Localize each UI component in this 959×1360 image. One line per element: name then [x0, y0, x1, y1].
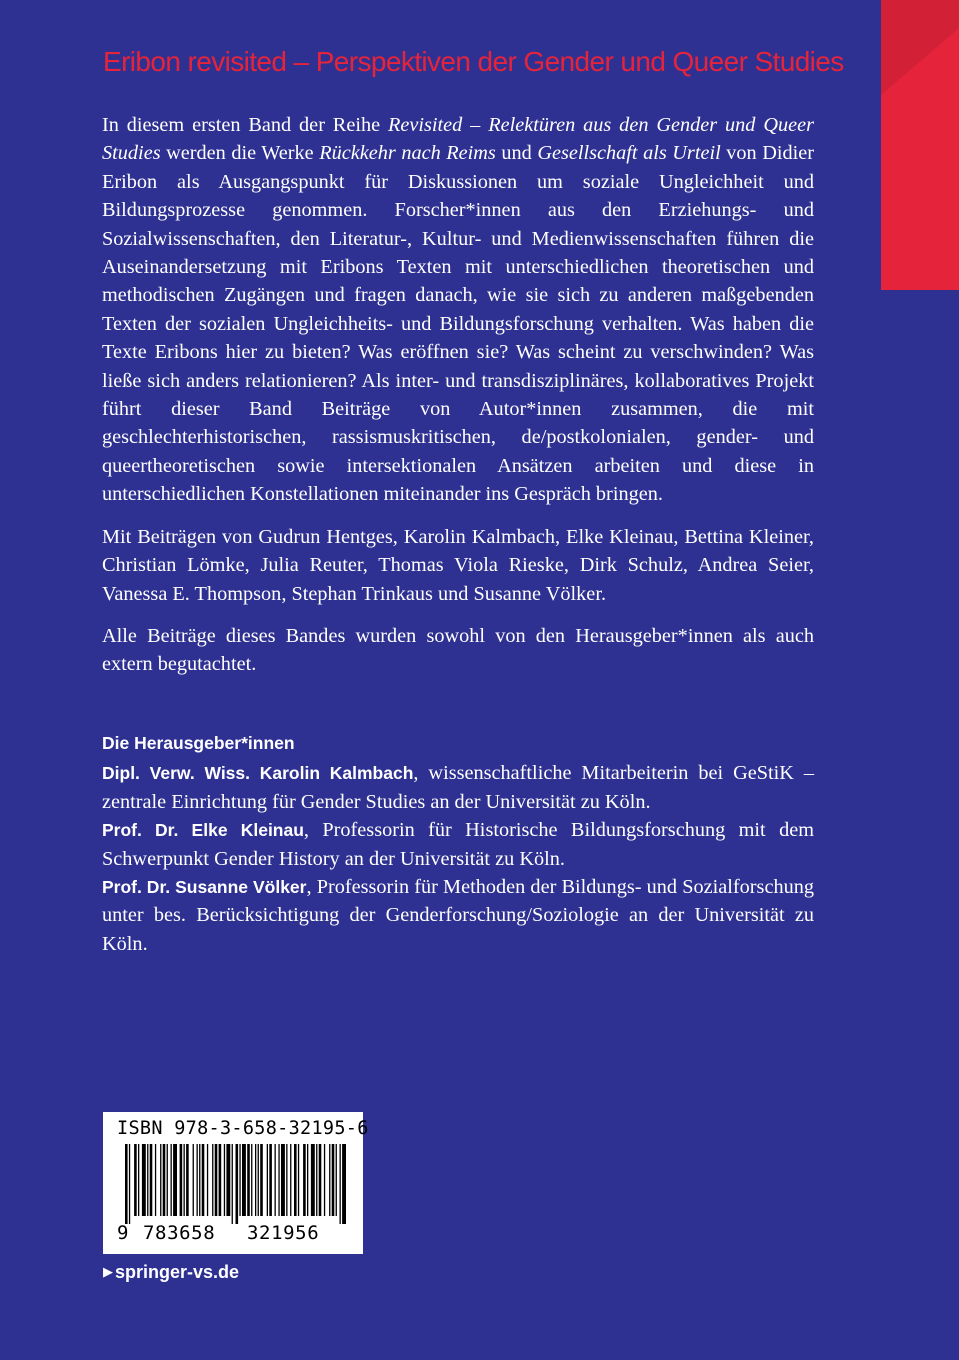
barcode-bar — [239, 1144, 240, 1216]
barcode-bar — [236, 1144, 239, 1224]
barcode-bar — [202, 1144, 205, 1216]
text-run: In diesem ersten Band der Reihe — [102, 114, 388, 136]
barcode-bar — [251, 1144, 252, 1216]
work-title: Gesellschaft als Urteil — [537, 142, 721, 165]
barcode-bar — [255, 1144, 256, 1216]
barcode-bar — [294, 1144, 297, 1216]
barcode-bar — [247, 1144, 250, 1216]
review-note-paragraph: Alle Beiträge dieses Bandes wurden sowohl von den Herausgeber*innen als auch extern begutachtet. — [102, 624, 814, 676]
barcode-bar — [147, 1144, 148, 1216]
barcode-bar — [160, 1144, 161, 1216]
barcode-bar — [125, 1144, 128, 1224]
barcode-bar — [340, 1144, 341, 1224]
editor-bio: , Professorin für Methoden der Bildungs- und Sozialforschung unter bes. Berücksichtigung der Genderforschung/Soziologie an der Universität zu Köln. — [102, 876, 815, 955]
contributors-paragraph: Mit Beiträgen von Gudrun Hentges, Karolin Kalmbach, Elke Kleinau, Bettina Kleiner, Christian Lömke, Julia Reuter, Thomas Viola Rieske, Dirk Schulz, Andrea Seier, Vanessa E. Thompson, Stephan Trinkaus und Susanne Völker. — [102, 525, 814, 605]
barcode-bar — [316, 1144, 317, 1216]
barcode-bar — [197, 1144, 198, 1216]
arrow-right-icon: ▶ — [103, 1264, 113, 1279]
barcode-bar — [142, 1144, 146, 1216]
barcode-bar — [173, 1144, 177, 1216]
barcode-bar — [336, 1144, 337, 1216]
barcode-bar — [186, 1144, 189, 1216]
barcode-bar — [199, 1144, 200, 1216]
barcode-bar — [163, 1144, 166, 1216]
barcode-bar — [319, 1144, 322, 1216]
barcode-bar — [281, 1144, 285, 1216]
barcode-bar — [232, 1144, 233, 1224]
barcode-bar — [307, 1144, 308, 1216]
barcode-bar — [258, 1144, 259, 1216]
editor-name: Prof. Dr. Susanne Völker — [102, 877, 307, 898]
barcode-digit-group-1: 783658 — [143, 1222, 216, 1244]
barcode-bar — [329, 1144, 330, 1216]
barcode-bar — [286, 1144, 287, 1216]
barcode-bar — [184, 1144, 185, 1216]
barcode-bar — [242, 1144, 246, 1216]
description — [102, 111, 814, 693]
editor-entry — [102, 873, 814, 958]
barcode-bar — [260, 1144, 263, 1216]
editor-name: Prof. Dr. Elke Kleinau — [102, 820, 304, 841]
publisher-link[interactable] — [103, 1262, 239, 1283]
text-run: werden die Werke — [160, 142, 320, 165]
editor-entry — [102, 816, 814, 873]
editor-bio: , wissenschaftliche Mitarbeiterin bei GeStiK – zentrale Einrichtung für Gender Studies an der Universität zu Köln. — [102, 762, 814, 813]
barcode-bar — [342, 1144, 346, 1224]
barcode-bar — [155, 1144, 156, 1216]
barcode-bar — [298, 1144, 299, 1216]
series-title: Revisited – Relektüren aus den Gender und Queer Studies — [102, 114, 814, 165]
editors-heading: Die Herausgeber*innen — [102, 733, 295, 753]
description-paragraph-1 — [102, 111, 814, 509]
barcode-bar — [290, 1144, 291, 1216]
barcode-bar — [193, 1144, 194, 1216]
barcode-bar — [215, 1144, 218, 1216]
text-run: von Didier Eribon als Ausgangspunkt für Diskussionen um soziale Ungleichheit und Bildungsprozesse genommen. Forscher*innen aus den Erziehungs- und Sozialwissenschaften, den Literatur-, Kultur- und Medienwissenschaften führen die Auseinandersetzung mit Eribons Texten mit unterschiedlichen theoretischen und methodischen Zugängen und fragen danach, wie sie sich zu anderen maßgebenden Texten der sozialen Ungleichheits- und Bildungsforschung verhalten. Was haben die Texte Eribons hier zu bieten? Was eröffnen sie? Was scheint zu verschwinden? Was ließe sich anders relationieren? Als inter- und transdisziplinäres, kollaboratives Projekt führt dieser Band Beiträge von Autor*innen zusammen, die mit geschlechterhistorischen, rassismuskritischen, de/postkolonialen, gender- und queertheoretischen sowie intersektionalen Ansätzen arbeiten und diese in unterschiedlichen Konstellationen miteinander ins Gespräch bringen. — [102, 142, 815, 506]
barcode-bar — [226, 1144, 230, 1216]
barcode-bar — [269, 1144, 272, 1216]
work-title: Rückkehr nach Reims — [319, 142, 496, 165]
barcode-bar — [150, 1144, 153, 1216]
barcode-bar — [171, 1144, 172, 1216]
text-run: und — [495, 142, 538, 165]
barcode-bar — [224, 1144, 225, 1216]
barcode-bar — [303, 1144, 306, 1216]
publisher-url: springer-vs.de — [115, 1262, 240, 1282]
barcode-bar — [219, 1144, 222, 1216]
barcode-bar — [212, 1144, 213, 1216]
barcode-bar — [324, 1144, 325, 1216]
barcode-bars — [103, 1144, 363, 1224]
barcode-bar — [167, 1144, 168, 1216]
red-corner-tab — [881, 0, 959, 290]
barcode-bar — [134, 1144, 137, 1216]
barcode-bar — [332, 1144, 335, 1216]
barcode-bar — [129, 1144, 130, 1224]
barcode-bar — [278, 1144, 279, 1216]
barcode-bar — [267, 1144, 268, 1216]
barcode-bar — [311, 1144, 315, 1216]
barcode-bar — [180, 1144, 183, 1216]
back-cover-title: Eribon revisited – Perspektiven der Gender und Queer Studies — [103, 46, 844, 77]
editor-bio: , Professorin für Historische Bildungsforschung mit dem Schwerpunkt Gender History an der Universität zu Köln. — [102, 819, 814, 870]
barcode-digit-first: 9 — [117, 1222, 130, 1244]
barcode-bar — [275, 1144, 276, 1216]
editor-entry — [102, 759, 814, 816]
editor-name: Dipl. Verw. Wiss. Karolin Kalmbach — [102, 763, 414, 784]
barcode-bar — [138, 1144, 139, 1216]
barcode-bar — [207, 1144, 208, 1216]
editors-section — [102, 729, 814, 958]
isbn-barcode — [103, 1112, 369, 1254]
isbn-label: ISBN 978-3-658-32195-6 — [117, 1118, 369, 1139]
decorative-stripe — [881, 0, 959, 290]
barcode-digit-group-2: 321956 — [247, 1222, 320, 1244]
